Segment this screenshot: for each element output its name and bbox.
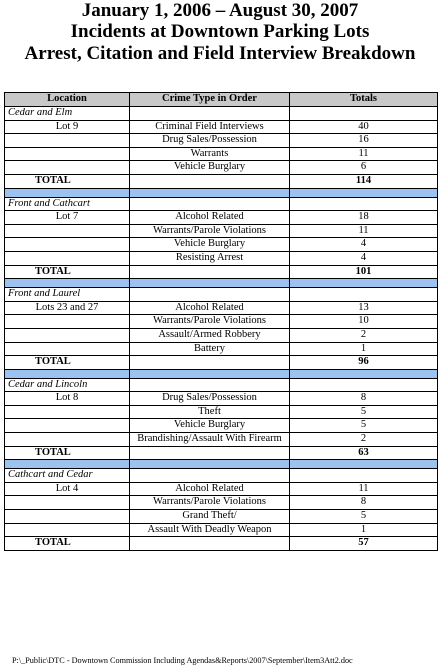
total-value: 114 [290,174,438,188]
separator-cell [130,369,290,378]
crime-type: Brandishing/Assault With Firearm [130,433,290,447]
location-name: Front and Cathcart [5,197,130,211]
crime-type: Assault With Deadly Weapon [130,523,290,537]
lot-name: Lot 4 [5,482,130,496]
table-row [5,510,438,524]
incident-table [4,92,438,551]
table-row [5,134,438,148]
crime-type: Warrants/Parole Violations [130,224,290,238]
table-row [5,433,438,447]
empty-cell [130,356,290,370]
crime-type: Battery [130,342,290,356]
empty-cell [130,469,290,483]
separator-cell [130,279,290,288]
table-row [5,211,438,225]
column-header-crime-type: Crime Type in Order [130,93,290,107]
total-value: 96 [290,356,438,370]
empty-cell [290,378,438,392]
crime-count: 5 [290,510,438,524]
empty-cell [130,537,290,551]
empty-cell [290,288,438,302]
separator-cell [130,188,290,197]
total-label: TOTAL [5,537,130,551]
table-row [5,120,438,134]
lot-name: Lot 7 [5,211,130,225]
total-label: TOTAL [5,446,130,460]
crime-count: 8 [290,392,438,406]
crime-type: Vehicle Burglary [130,238,290,252]
table-row [5,405,438,419]
total-row [5,446,438,460]
total-row [5,356,438,370]
empty-cell [5,405,130,419]
location-name: Cathcart and Cedar [5,469,130,483]
location-heading-row [5,469,438,483]
crime-count: 4 [290,251,438,265]
location-heading-row [5,288,438,302]
document-title: January 1, 2006 – August 30, 2007 [81,0,359,21]
crime-type: Warrants [130,147,290,161]
column-header-totals: Totals [290,93,438,107]
empty-cell [5,496,130,510]
location-heading-row [5,197,438,211]
lot-name: Lots 23 and 27 [5,301,130,315]
crime-count: 11 [290,224,438,238]
empty-cell [130,107,290,121]
crime-type: Alcohol Related [130,211,290,225]
separator-cell [290,460,438,469]
empty-cell [5,251,130,265]
table-row [5,147,438,161]
section-separator [5,369,438,378]
crime-count: 2 [290,328,438,342]
table-row [5,496,438,510]
section-separator [5,279,438,288]
empty-cell [5,147,130,161]
empty-cell [290,107,438,121]
table-row [5,523,438,537]
location-heading-row [5,378,438,392]
document-subtitle: Incidents at Downtown Parking Lots [70,21,370,42]
crime-count: 11 [290,147,438,161]
total-row [5,265,438,279]
crime-type: Assault/Armed Robbery [130,328,290,342]
total-label: TOTAL [5,265,130,279]
crime-count: 40 [290,120,438,134]
lot-name: Lot 8 [5,392,130,406]
separator-cell [290,369,438,378]
crime-count: 18 [290,211,438,225]
crime-count: 13 [290,301,438,315]
table-row [5,328,438,342]
table-row [5,161,438,175]
separator-cell [5,279,130,288]
empty-cell [130,288,290,302]
empty-cell [130,446,290,460]
total-value: 101 [290,265,438,279]
empty-cell [5,238,130,252]
table-row [5,315,438,329]
empty-cell [290,469,438,483]
crime-count: 2 [290,433,438,447]
empty-cell [130,265,290,279]
table-row [5,392,438,406]
crime-type: Grand Theft/ [130,510,290,524]
section-separator [5,460,438,469]
table-row [5,238,438,252]
empty-cell [130,378,290,392]
table-row [5,251,438,265]
crime-type: Warrants/Parole Violations [130,315,290,329]
empty-cell [5,134,130,148]
crime-type: Vehicle Burglary [130,419,290,433]
crime-type: Vehicle Burglary [130,161,290,175]
total-label: TOTAL [5,174,130,188]
crime-type: Theft [130,405,290,419]
crime-count: 5 [290,405,438,419]
crime-count: 16 [290,134,438,148]
crime-type: Warrants/Parole Violations [130,496,290,510]
table-row [5,224,438,238]
crime-count: 8 [290,496,438,510]
separator-cell [290,279,438,288]
table-row [5,482,438,496]
file-path-footer: P:\_Public\DTC - Downtown Commission Including Agendas&Reports\2007\September\Item3Att2.doc [12,656,353,665]
empty-cell [290,197,438,211]
separator-cell [5,369,130,378]
separator-cell [5,460,130,469]
empty-cell [5,419,130,433]
crime-type: Alcohol Related [130,482,290,496]
empty-cell [5,523,130,537]
total-row [5,174,438,188]
empty-cell [5,328,130,342]
crime-type: Drug Sales/Possession [130,392,290,406]
crime-count: 1 [290,342,438,356]
total-value: 63 [290,446,438,460]
crime-count: 11 [290,482,438,496]
location-name: Front and Laurel [5,288,130,302]
table-row [5,419,438,433]
empty-cell [130,174,290,188]
total-value: 57 [290,537,438,551]
location-name: Cedar and Elm [5,107,130,121]
document-subtitle-2: Arrest, Citation and Field Interview Breakdown [24,43,416,64]
table-row [5,301,438,315]
separator-cell [130,460,290,469]
lot-name: Lot 9 [5,120,130,134]
separator-cell [290,188,438,197]
crime-type: Alcohol Related [130,301,290,315]
empty-cell [5,224,130,238]
empty-cell [130,197,290,211]
section-separator [5,188,438,197]
column-header-location: Location [5,93,130,107]
crime-count: 6 [290,161,438,175]
crime-type: Criminal Field Interviews [130,120,290,134]
empty-cell [5,161,130,175]
table-row [5,342,438,356]
total-label: TOTAL [5,356,130,370]
crime-count: 1 [290,523,438,537]
crime-count: 5 [290,419,438,433]
empty-cell [5,433,130,447]
separator-cell [5,188,130,197]
total-row [5,537,438,551]
crime-type: Resisting Arrest [130,251,290,265]
crime-type: Drug Sales/Possession [130,134,290,148]
crime-count: 10 [290,315,438,329]
table-header-row [5,93,438,107]
empty-cell [5,510,130,524]
location-heading-row [5,107,438,121]
empty-cell [5,342,130,356]
crime-count: 4 [290,238,438,252]
empty-cell [5,315,130,329]
table-body [5,107,438,551]
location-name: Cedar and Lincoln [5,378,130,392]
